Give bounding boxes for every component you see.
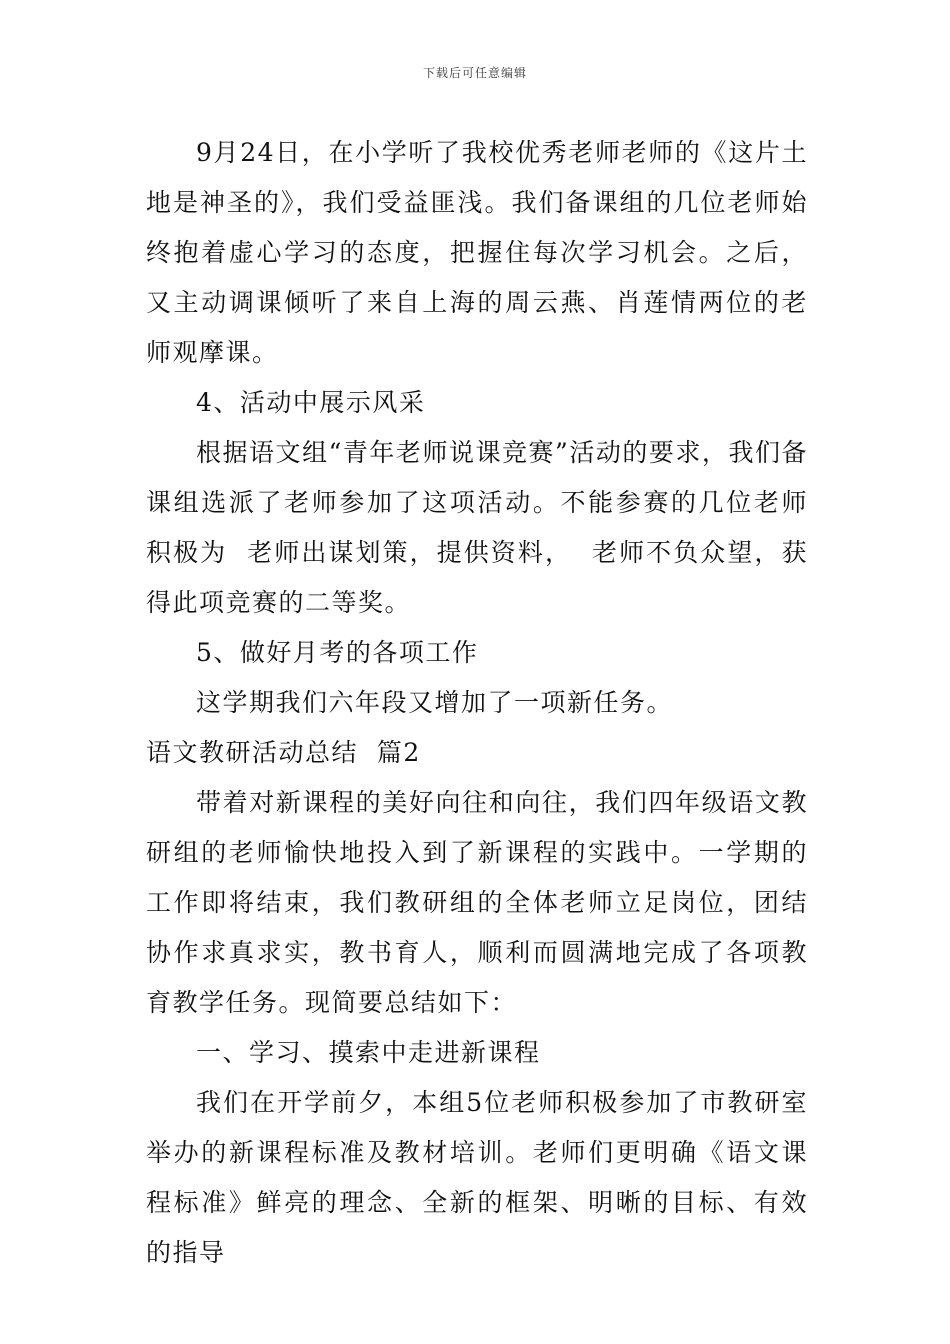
article-title-part-2: 语文教研活动总结 篇2 bbox=[146, 738, 421, 767]
page-header-note: 下载后可任意编辑 bbox=[422, 66, 527, 80]
section-heading-5: 5、做好月考的各项工作 bbox=[196, 638, 479, 667]
paragraph-intro: 带着对新课程的美好向往和向往，我们四年级语文教研组的老师愉快地投入到了新课程的实践中。一学期的工作即将结束，我们教研组的全体老师立足岗位，团结协作求真求实，教书育人，顺利而圆满地完成了各项教育教学任务。现简要总结如下： bbox=[146, 788, 808, 1017]
paragraph-contest: 根据语文组“青年老师说课竞赛”活动的要求，我们备课组选派了老师参加了这项活动。不能参赛的几位老师积极为 老师出谋划策，提供资料， 老师不负众望，获得此项竞赛的二等奖。 bbox=[146, 438, 808, 617]
paragraph-observation-class: 9月24日，在小学听了我校优秀老师老师的《这片土地是神圣的》，我们受益匪浅。我们备课组的几位老师始终抱着虚心学习的态度，把握住每次学习机会。之后，又主动调课倾听了来自上海的周云燕、肖莲情两位的老师观摩课。 bbox=[146, 138, 808, 367]
section-heading-4: 4、活动中展示风采 bbox=[196, 388, 426, 417]
section-heading-1: 一、学习、摸索中走进新课程 bbox=[196, 1038, 541, 1067]
paragraph-new-task: 这学期我们六年段又增加了一项新任务。 bbox=[196, 688, 674, 717]
paragraph-training: 我们在开学前夕，本组5位老师积极参加了市教研室举办的新课程标准及教材培训。老师们更明确《语文课程标准》鲜亮的理念、全新的框架、明晰的目标、有效的指导 bbox=[146, 1088, 808, 1267]
document-body bbox=[146, 128, 808, 1278]
